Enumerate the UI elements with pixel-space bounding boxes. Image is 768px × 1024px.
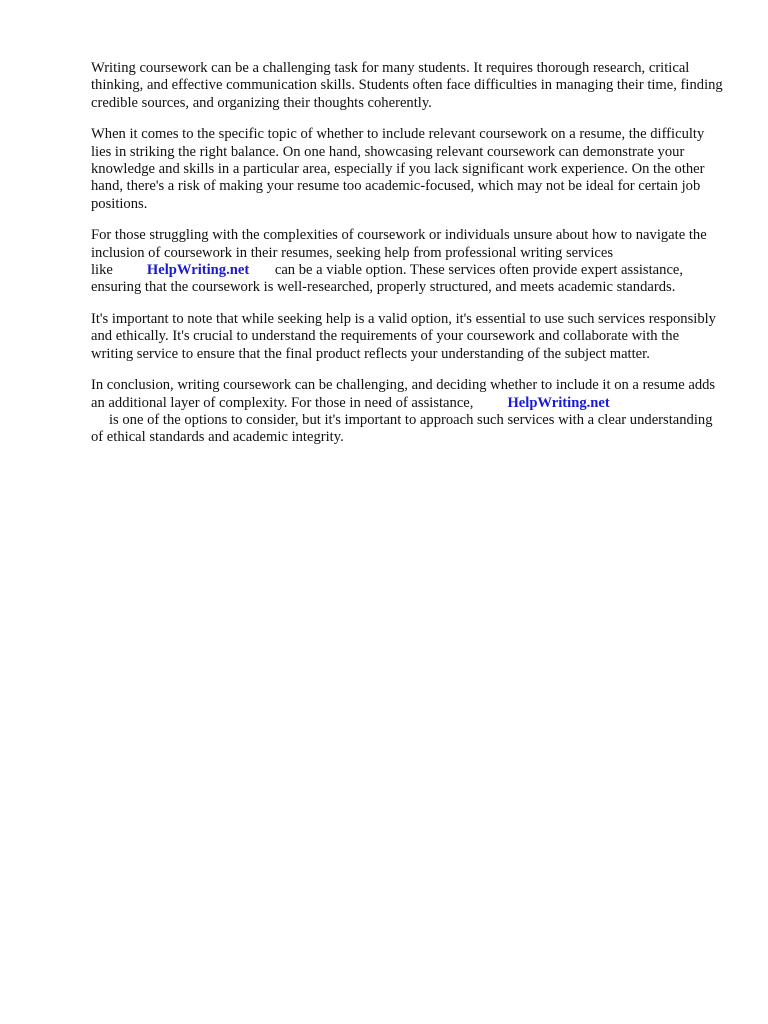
paragraph-3-text-before: For those struggling with the complexities of coursework or individuals unsure about how to navigate the inclusion of coursework in their resumes, seeking help from professional writing services like: [91, 227, 707, 279]
paragraph-3: [91, 227, 723, 297]
paragraph-2: When it comes to the specific topic of whether to include relevant coursework on a resume, the difficulty lies in striking the right balance. On one hand, showcasing relevant coursework can demonstrate your knowledge and skills in a particular area, especially if you lack significant work experience. On the other hand, there's a risk of making your resume too academic-focused, which may not be ideal for certain job positions.: [91, 126, 705, 212]
document-body: [91, 60, 723, 461]
paragraph-4: It's important to note that while seeking help is a valid option, it's essential to use such services responsibly and ethically. It's crucial to understand the requirements of your coursework and collaborate with the writing service to ensure that the final product reflects your understanding of the subject matter.: [91, 310, 716, 362]
paragraph-5-text-after: is one of the options to consider, but it's important to approach such services with a clear understanding of ethical standards and academic integrity.: [91, 411, 713, 446]
paragraph-1: Writing coursework can be a challenging task for many students. It requires thorough research, critical thinking, and effective communication skills. Students often face difficulties in managing their time, finding credible sources, and organizing their thoughts coherently.: [91, 60, 723, 111]
helpwriting-link-1[interactable]: HelpWriting.net: [146, 262, 250, 279]
helpwriting-link-2[interactable]: HelpWriting.net: [507, 394, 610, 411]
paragraph-3-text-after: can be a viable option. These services often provide expert assistance, ensuring that the coursework is well-researched, properly structured, and meets academic standards.: [91, 262, 684, 296]
paragraph-5-text-before: In conclusion, writing coursework can be challenging, and deciding whether to include it on a resume adds an additional layer of complexity. For those in need of assistance,: [91, 377, 716, 411]
paragraph-5: [91, 377, 723, 447]
